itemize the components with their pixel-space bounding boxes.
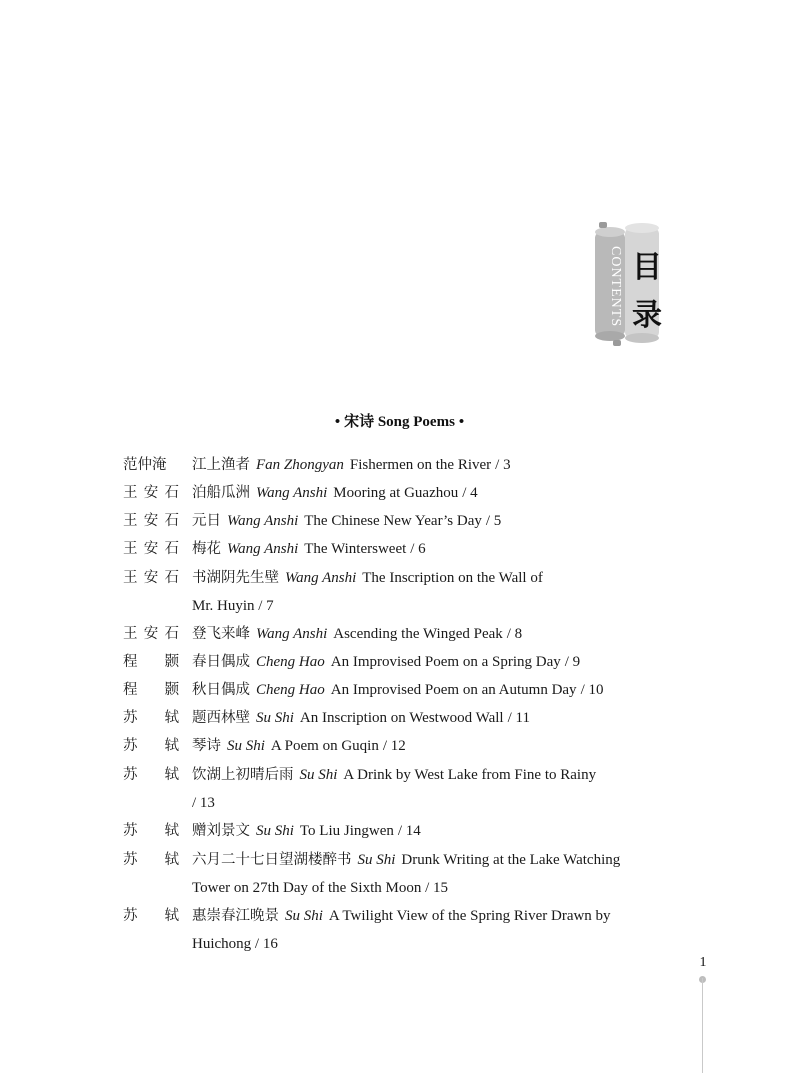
entry-cn-title: 泊船瓜洲 xyxy=(192,485,250,501)
contents-vertical-label: CONTENTS xyxy=(608,246,623,328)
entry-continuation: / 13 xyxy=(192,795,215,811)
entry-author: 王 安 石 xyxy=(123,570,179,586)
entry-cn-title: 题西林壁 xyxy=(192,710,250,726)
entry-cn-title: 春日偶成 xyxy=(192,654,250,670)
toc-entry[interactable] xyxy=(123,535,668,563)
heading-bullet-right: • xyxy=(458,414,465,430)
entry-page: / 12 xyxy=(382,738,406,754)
entry-author: 苏 轼 xyxy=(123,738,179,754)
toc-entry[interactable] xyxy=(123,817,668,845)
entry-en-title: An Improvised Poem on a Spring Day xyxy=(330,654,561,670)
entry-en-title: The Inscription on the Wall of xyxy=(362,570,543,586)
entry-page: / 8 xyxy=(506,626,523,642)
entry-en-title: A Twilight View of the Spring River Drawn by xyxy=(328,908,611,924)
section-title: 宋诗 Song Poems xyxy=(344,414,455,430)
entry-cn-title: 琴诗 xyxy=(192,738,221,754)
entry-en-title: A Drink by West Lake from Fine to Rainy xyxy=(343,767,597,783)
folio-rule xyxy=(702,978,703,1073)
entry-page: / 10 xyxy=(580,682,604,698)
toc-entry[interactable] xyxy=(123,479,668,507)
entry-author: 程 颢 xyxy=(123,654,179,670)
entry-page: / 6 xyxy=(410,541,426,557)
entry-en-title: A Poem on Guqin xyxy=(270,738,379,754)
entry-author: 程 颢 xyxy=(123,682,179,698)
entry-author: 范 仲 淹 xyxy=(123,457,167,473)
entry-poet: Su Shi xyxy=(256,710,294,726)
entry-poet: Wang Anshi xyxy=(285,570,357,586)
entry-author: 王 安 石 xyxy=(123,485,179,501)
entry-en-title: The Wintersweet xyxy=(304,541,407,557)
entry-cn-title: 饮湖上初晴后雨 xyxy=(192,767,294,783)
toc-entry[interactable] xyxy=(123,761,668,817)
entry-poet: Su Shi xyxy=(285,908,323,924)
contents-title xyxy=(629,244,665,340)
entry-poet: Su Shi xyxy=(299,767,338,783)
entry-author: 苏 轼 xyxy=(123,852,179,868)
entry-en-title: An Improvised Poem on an Autumn Day xyxy=(330,682,577,698)
toc-entry[interactable] xyxy=(123,902,668,958)
entry-en-title: An Inscription on Westwood Wall xyxy=(299,710,504,726)
entry-en-title: To Liu Jingwen xyxy=(299,823,394,839)
entry-en-title: Fishermen on the River xyxy=(349,457,492,473)
entry-poet: Wang Anshi xyxy=(256,626,328,642)
entry-cn-title: 梅花 xyxy=(192,541,221,557)
entry-cn-title: 秋日偶成 xyxy=(192,682,250,698)
entry-en-title: The Chinese New Year’s Day xyxy=(304,513,482,529)
entry-cn-title: 惠崇春江晚景 xyxy=(192,908,279,924)
entry-cn-title: 六月二十七日望湖楼醉书 xyxy=(192,852,352,868)
entry-cn-title: 书湖阴先生壁 xyxy=(192,570,279,586)
entry-poet: Wang Anshi xyxy=(227,513,299,529)
entry-en-title: Drunk Writing at the Lake Watching xyxy=(401,852,621,868)
entry-poet: Wang Anshi xyxy=(227,541,299,557)
entry-en-title: Ascending the Winged Peak xyxy=(333,626,503,642)
entry-poet: Fan Zhongyan xyxy=(256,457,344,473)
toc-entry[interactable] xyxy=(123,648,668,676)
entry-page: / 3 xyxy=(495,457,511,473)
section-heading xyxy=(0,410,799,431)
entry-author: 王 安 石 xyxy=(123,541,179,557)
entry-page: / 11 xyxy=(507,710,530,726)
entry-cn-title: 赠刘景文 xyxy=(192,823,250,839)
entry-page: / 9 xyxy=(564,654,581,670)
entry-poet: Su Shi xyxy=(357,852,396,868)
toc-entry[interactable] xyxy=(123,507,668,535)
entry-continuation: Mr. Huyin / 7 xyxy=(192,598,274,614)
entry-page: / 5 xyxy=(485,513,502,529)
entry-page: / 4 xyxy=(462,485,478,501)
toc-entry[interactable] xyxy=(123,676,668,704)
entry-poet: Su Shi xyxy=(256,823,294,839)
toc-entry[interactable] xyxy=(123,620,668,648)
contents-title-char-2: 录 xyxy=(632,298,662,333)
toc-entry[interactable] xyxy=(123,846,668,902)
entry-author: 苏 轼 xyxy=(123,908,179,924)
entry-page: / 14 xyxy=(397,823,421,839)
entry-en-title: Mooring at Guazhou xyxy=(333,485,459,501)
entry-continuation: Huichong / 16 xyxy=(192,936,278,952)
entry-author: 苏 轼 xyxy=(123,710,179,726)
entry-author: 王 安 石 xyxy=(123,513,179,529)
entry-poet: Cheng Hao xyxy=(256,682,325,698)
entry-cn-title: 登飞来峰 xyxy=(192,626,250,642)
toc-entry[interactable] xyxy=(123,564,668,620)
entry-author: 苏 轼 xyxy=(123,767,179,783)
entry-poet: Cheng Hao xyxy=(256,654,325,670)
entry-poet: Wang Anshi xyxy=(256,485,328,501)
toc-entry[interactable] xyxy=(123,451,668,479)
entry-cn-title: 江上渔者 xyxy=(192,457,250,473)
page-number: 1 xyxy=(699,955,707,970)
entry-author: 王 安 石 xyxy=(123,626,179,642)
entry-cn-title: 元日 xyxy=(192,513,221,529)
contents-title-char-1: 目 xyxy=(632,250,662,285)
entry-poet: Su Shi xyxy=(227,738,265,754)
toc-entry[interactable] xyxy=(123,704,668,732)
heading-bullet-left: • xyxy=(334,414,341,430)
toc-entry[interactable] xyxy=(123,732,668,760)
entry-author: 苏 轼 xyxy=(123,823,179,839)
entry-continuation: Tower on 27th Day of the Sixth Moon / 15 xyxy=(192,880,449,896)
